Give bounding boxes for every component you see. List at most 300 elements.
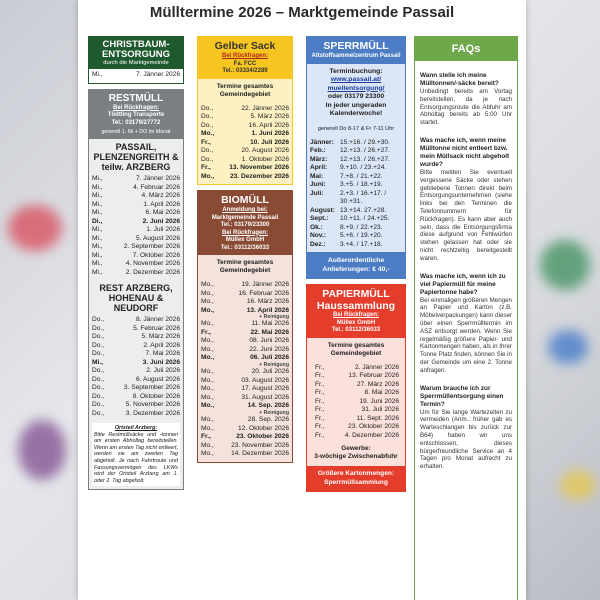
date-cell [247,298,289,307]
date-row [315,406,399,415]
date-text: 4. Dezember 2026 [344,431,399,439]
weekday: Mi., [92,200,103,208]
date-text: 2. Juli 2026 [146,367,180,374]
gelbersack-header [198,37,292,79]
sperrmuell-row [310,241,402,250]
date-note: + Reinigung [259,409,289,416]
date-text: 1. Oktober 2026 [241,155,289,163]
date-text: 17. August 2026 [241,385,289,393]
weekday: Do., [201,147,214,154]
weekday: Do., [92,409,105,417]
date-text: 19. Jänner 2026 [241,281,289,288]
sperrmuell-row [310,139,402,148]
date-text: 1. Juli 2026 [146,226,180,233]
date-text: 14. Sep. 2026 [247,402,289,410]
date-text: 28. Sep. 2026 [247,416,289,424]
date-cell [142,192,180,201]
weekday: Fr., [315,397,325,405]
weekday: Mi., [92,209,103,216]
sperrmuell-days: 12.+13. / 26.+27. [340,155,390,163]
date-row [315,381,399,390]
date-cell [359,398,399,407]
date-cell [143,201,180,210]
date-row [201,139,289,148]
date-cell [133,252,180,261]
sperrmuell-days: 15.+16. / 29.+30. [340,138,390,146]
sperrmuell-dates [307,135,405,253]
date-text: 3. September 2026 [123,384,180,391]
weekday: Fr., [201,433,211,441]
date-cell [248,416,289,425]
faq-item [420,137,512,263]
date-row [201,425,289,434]
date-row [201,385,289,394]
date-text: 2. Jänner 2026 [355,363,399,371]
weekday: Mo., [201,368,214,376]
sperrmuell-month: Juli: [310,189,324,197]
date-row [92,235,180,244]
faq-answer: Bei einmaligen größeren Mengen an Papier und Karton (z.B. Möbelverpackungen) kann dieser über einen Sperrmülltermin im ASZ entsorgt werden. Wenn Sie regelmäßig größere Papier- und Kartonmengen haben, als in Ihrer Tonne Platz finden, können Sie in der Gemeinde um eine 2. Tonne anfragen. [420,296,512,374]
date-cell [241,377,289,386]
date-text: 7. Oktober 2026 [132,251,180,259]
date-text: 2. September 2026 [123,243,180,250]
date-cell [126,269,180,278]
sperrmuell-header [307,37,405,64]
date-cell [355,364,399,373]
sperrmuell-month: März: [310,155,328,163]
date-text: 13. Februar 2026 [348,372,399,379]
biomuell-box [197,190,293,463]
biomuell-title: BIOMÜLL [221,194,269,206]
weekday: Mi., [92,192,103,199]
weekday: Mo., [201,298,214,305]
weekday: Do., [92,341,105,349]
date-text: 27. März 2026 [356,380,399,388]
date-cell [124,243,180,252]
weekday: Fr., [315,372,325,379]
date-cell [142,333,180,342]
date-row [201,416,289,425]
date-row [92,325,180,334]
restmuell-header [89,90,183,140]
sperrmuell-month: Dez.: [310,240,326,248]
date-text: 23. November 2026 [231,441,289,449]
weekday: Mo., [201,130,215,137]
date-cell [357,381,399,390]
gelbersack-title: Gelber Sack [214,40,276,52]
sperrmuell-row [310,215,402,224]
date-text: 7. Jänner 2026 [136,175,180,182]
weekday: Mo., [201,450,214,458]
date-text: 31. August 2026 [241,393,289,401]
sperrmuell-month: Feb.: [310,147,326,154]
date-row [92,359,180,368]
date-text: 2. April 2026 [143,341,180,349]
date-row [201,105,289,114]
weekday: Mi., [92,358,103,366]
gelbersack-subtitle: Termine gesamtes Gemeindegebiet [216,82,274,98]
weekday: Mi., [92,243,103,250]
date-cell [143,359,180,368]
arzberg-dates [89,314,183,421]
sperrmuell-days: 7.+8. / 21.+22. [340,172,383,180]
date-text: 11. Sept. 2026 [356,414,399,422]
date-cell [249,122,289,131]
date-text: 23. Oktober 2026 [236,433,289,441]
date-text: 20. August 2026 [241,147,289,154]
date-cell [146,209,180,218]
weekday: Fr., [315,363,325,371]
date-cell [126,260,180,269]
date-cell [365,389,399,398]
papiermuell-gewerbe [307,443,405,463]
papiermuell-gewerbe-text: 3-wöchige Zwischenabfuhr [314,453,398,460]
weekday: Fr., [201,138,211,146]
date-text: 1. April 2026 [143,200,180,208]
date-row [201,394,289,403]
gelbersack-box [197,36,293,185]
date-text: 2. Dezember 2026 [125,268,180,276]
date-cell [133,325,180,334]
date-text: 5. November 2026 [125,401,180,408]
weekday: Do., [92,350,105,357]
weekday: Do., [92,392,105,400]
date-text: 08. Juni 2026 [249,337,289,345]
date-text: 4. November 2026 [125,260,180,267]
sperrmuell-month: Sept.: [310,215,329,222]
date-row [201,442,289,451]
date-text: 7. Mai 2026 [145,350,180,357]
papiermuell-subtitle: Termine gesamtes Gemeindegebiet [327,341,385,357]
sperrmuell-row [310,224,402,233]
gelbersack-phone: Tel.: 03334/2289 [222,68,268,74]
date-row [315,398,399,407]
date-text: 22. Mai 2026 [250,328,289,336]
sperrmuell-days: 9.+10. / 23.+24. [340,164,387,171]
sperrmuell-month: Jänner: [310,138,334,146]
date-row [92,342,180,351]
weekday: Mo., [201,320,214,328]
date-text: 22. Juni 2026 [249,345,289,353]
date-cell [231,442,289,451]
faq-header: FAQs [415,37,517,61]
date-row [201,354,289,368]
date-row [201,450,289,459]
date-cell [133,184,180,193]
weekday: Do., [92,367,105,374]
biomuell-firm: Müllex GmbH [225,237,265,243]
date-row [201,337,289,346]
date-cell [229,164,289,173]
weekday: Do., [92,324,105,332]
weekday: Do., [201,155,214,163]
sperrmuell-row [310,181,402,190]
date-cell [252,368,289,377]
restmuell-firm: Tödtling Transporte [107,112,165,118]
christbaum-box [88,36,184,84]
restmuell-note: generell 1. Mi + DO im Monat [101,129,171,135]
weekday: Fr., [315,414,325,422]
date-note: + Reinigung [259,361,289,368]
weekday: Mi., [92,183,103,191]
faq-question: Warum brauche ich zur Sperrmüllentsorgung einen Termin? [420,384,504,408]
date-text: 16. März 2026 [246,298,289,305]
sperrmuell-row [310,156,402,165]
date-row [92,393,180,402]
weekday: Fr., [201,328,211,336]
date-row [315,364,399,373]
date-text: 10. Juli 2026 [250,138,289,146]
date-text: 2. Juni 2026 [142,217,180,225]
date-row [201,433,289,442]
date-row [92,384,180,393]
date-row [201,329,289,338]
date-cell [230,173,289,182]
weekday: Mo., [201,289,214,297]
date-text: 13. April 2026 [246,306,289,314]
restmuell-box [88,89,184,491]
date-cell [136,175,180,184]
biomuell-header [198,191,292,255]
weekday: Mo., [201,376,214,384]
date-cell [250,139,289,148]
sperrmuell-box [306,36,406,279]
christbaum-date: 7. Jänner 2026 [136,71,180,78]
date-row [201,320,289,329]
weekday: Do., [201,121,214,129]
christbaum-date-row [89,69,183,83]
restmuell-phone: Tel.: 03179/27772 [111,119,161,126]
date-row [315,372,399,381]
gelbersack-firm: Fa. FCC [233,60,257,67]
date-row [92,184,180,193]
date-row [92,252,180,261]
christbaum-day: Mi., [92,71,103,78]
passail-title: PASSAIL, PLENZENGREITH & teilw. ARZBERG [93,142,179,172]
date-cell [146,226,180,235]
date-row [92,226,180,235]
faq-item [420,72,512,127]
weekday: Mi., [92,260,103,267]
christbaum-title-1: CHRISTBAUM- [102,39,170,50]
date-row [201,113,289,122]
date-row [92,401,180,410]
date-row [201,173,289,182]
date-cell [362,406,399,415]
date-cell [143,218,180,227]
date-row [92,410,180,419]
sperrmuell-url-line-2[interactable]: muellentsorgung/ [327,84,385,92]
weekday: Mi., [92,226,103,233]
sperrmuell-month: Nov.: [310,232,326,239]
date-cell [126,410,180,419]
date-text: 1. Juni 2026 [251,130,289,137]
date-text: 4. März 2026 [141,192,180,199]
sperrmuell-row [310,190,402,207]
date-row [92,376,180,385]
sperrmuell-days: 2.+3. / 16.+17. / 30.+31. [340,189,387,205]
date-cell [143,342,180,351]
weekday: Do., [201,113,214,120]
date-text: 16. Februar 2026 [238,289,289,297]
papiermuell-box [306,284,406,492]
arzberg-note-title: Ortsteil Arzberg: [114,425,158,431]
weekday: Mo., [201,385,214,393]
sperrmuell-days: 10.+11. / 24.+25. [340,215,390,222]
date-cell [124,384,180,393]
sperrmuell-row [310,164,402,173]
date-cell [238,290,289,299]
sperrmuell-row [310,207,402,216]
weekday: Mo., [201,306,215,314]
sperrmuell-phone: oder 03179 23300 [327,93,385,100]
date-cell [251,329,290,338]
date-cell [241,105,289,114]
date-cell [252,130,289,139]
sperrmuell-days: 3.+5. / 18.+19. [340,181,383,188]
weekday: Do., [92,401,105,408]
papiermuell-header [307,285,405,338]
date-text: 13. November 2026 [229,164,289,171]
passail-dates [89,173,183,280]
sperrmuell-booking [307,64,405,123]
faq-answer: Unbedingt bereits am Vortag bereitstellen, da je nach Entsorgungsroute die Abfuhr am Abholtag bereits ab 5:00 Uhr startet. [420,88,512,127]
date-text: 3. Dezember 2026 [125,409,180,417]
date-row [92,350,180,359]
date-text: 5. März 2026 [141,333,180,340]
biomuell-register-phone: Tel.: 03179/23300 [220,222,270,228]
biomuell-register-org: Marktgemeinde Passail [211,214,279,221]
date-text: 5. August 2026 [136,234,180,242]
faq-answer: Bitte melden Sie eventuell vergessene Säcke oder stehen gebliebene Tonnen direkt beim Entsorgungsunternehmen (siehe links bei den Terminen die Telefonnummern für Rückfragen). Es kann aber auch sein, dass die Entsorgungsfirma diese aufgrund von Fehlwürfen stehen gelassen hat oder sie nicht rechtzeitig bereitgestellt waren. [420,168,512,262]
date-row [201,290,289,299]
date-text: 23. Dezember 2026 [229,172,289,180]
weekday: Do., [92,384,105,391]
date-cell [126,401,180,410]
papiermuell-firm: Müllex GmbH [336,319,376,326]
date-row [315,432,399,441]
date-row [92,367,180,376]
biomuell-register-label: Anmeldung bei: [222,207,268,213]
faq-answer: Um für Sie lange Wartezeiten zu vermeiden (Anm.: früher gab es Warteschlangen bis zurück zur B64) haben wir uns entschlossen, dieses bürgerfreundliche Service an 4 Tagen pro Monat aufrecht zu erhalten. [420,408,512,471]
date-row [201,281,289,290]
date-cell [136,235,180,244]
date-text: 16. April 2026 [248,121,289,129]
weekday: Fr., [315,380,325,388]
faq-question: Wann stelle ich meine Mülltonnen/-säcke bereit? [420,72,499,87]
weekday: Mi., [92,234,103,242]
sperrmuell-month: August: [310,206,335,214]
date-cell [236,433,289,442]
date-row [201,122,289,131]
date-cell [133,393,180,402]
papiermuell-footer: Größere Kartonmengen: Sperrmüllsammlung [307,466,405,491]
date-cell [241,147,289,156]
date-row [92,201,180,210]
date-text: 14. Dezember 2026 [231,450,289,458]
date-text: 5. Februar 2026 [133,324,180,332]
sperrmuell-title: SPERRMÜLL [323,40,389,52]
background-pin-green [540,240,590,290]
date-text: 8. Oktober 2026 [132,392,180,400]
date-text: 6. Mai 2026 [145,209,180,216]
faq-question: Was mache ich, wenn ich zu viel Papiermüll für meine Papiertonne habe? [420,272,506,296]
weekday: Mo., [201,345,214,353]
date-cell [241,385,289,394]
sperrmuell-month: April: [310,164,328,171]
christbaum-subtitle: durch die Marktgemeinde [103,60,169,66]
date-text: 5. März 2026 [250,113,289,120]
date-text: 11. Mai 2026 [251,320,289,328]
date-cell [136,316,180,325]
date-cell [238,425,289,434]
date-row [92,260,180,269]
faq-list [415,61,517,487]
weekday: Mo., [201,441,214,449]
weekday: Fr., [201,164,211,171]
papiermuell-title-1: PAPIERMÜLL [322,288,390,300]
papiermuell-gewerbe-label: Gewerbe: [341,445,371,452]
gelbersack-dates [198,103,292,185]
sperrmuell-days: 5.+6. / 19.+20. [340,232,383,239]
date-row [201,402,289,416]
background-pin-red [8,205,62,251]
weekday: Mo., [201,416,214,424]
faq-question: Was mache ich, wenn meine Mülltonne nicht entleert bzw. mein Müllsack nicht abgeholt wurde? [420,136,510,168]
date-cell [345,432,399,441]
faq-box [414,36,518,600]
date-cell [249,337,289,346]
weekday: Mo., [201,337,214,345]
date-text: 06. Juli 2026 [250,354,289,362]
biomuell-dates [198,279,292,462]
christbaum-header [89,37,183,69]
date-row [201,377,289,386]
sperrmuell-days: 12.+13. / 26.+27. [340,147,390,154]
date-text: 19. Juni 2026 [359,397,399,405]
weekday: Mo., [201,354,215,362]
sperrmuell-days: 3.+4. / 17.+18. [340,240,383,248]
sperrmuell-booking-label: Terminbuchung: [329,67,383,75]
weekday: Mi., [92,268,103,276]
date-row [315,389,399,398]
sperrmuell-hours: generell Do 8-17 & Fr 7-11 Uhr [317,125,395,132]
weekday: Mi., [92,251,103,259]
date-text: 4. Februar 2026 [133,183,180,191]
sperrmuell-week-note: In jeder ungeraden Kalenderwoche! [325,101,387,117]
sperrmuell-url-line-1[interactable]: www.passail.at/ [330,76,382,83]
date-row [201,368,289,377]
date-cell [242,156,289,165]
sperrmuell-days: 13.+14. 27.+28. [340,206,387,214]
gelbersack-contact-label: Bei Rückfragen: [221,53,268,59]
date-row [92,269,180,278]
date-text: 6. August 2026 [136,375,180,383]
date-row [315,415,399,424]
date-cell [241,281,289,290]
date-row [201,156,289,165]
date-cell [348,423,399,432]
papiermuell-title-2: Haussammlung [316,300,396,312]
column-faq [414,36,518,600]
weekday: Mi., [92,175,103,182]
weekday: Mo., [201,393,214,401]
date-row [92,316,180,325]
date-cell [357,415,399,424]
papiermuell-phone: Tel.: 03112/36033 [331,327,381,333]
date-row [201,147,289,156]
weekday: Mo., [201,281,214,288]
